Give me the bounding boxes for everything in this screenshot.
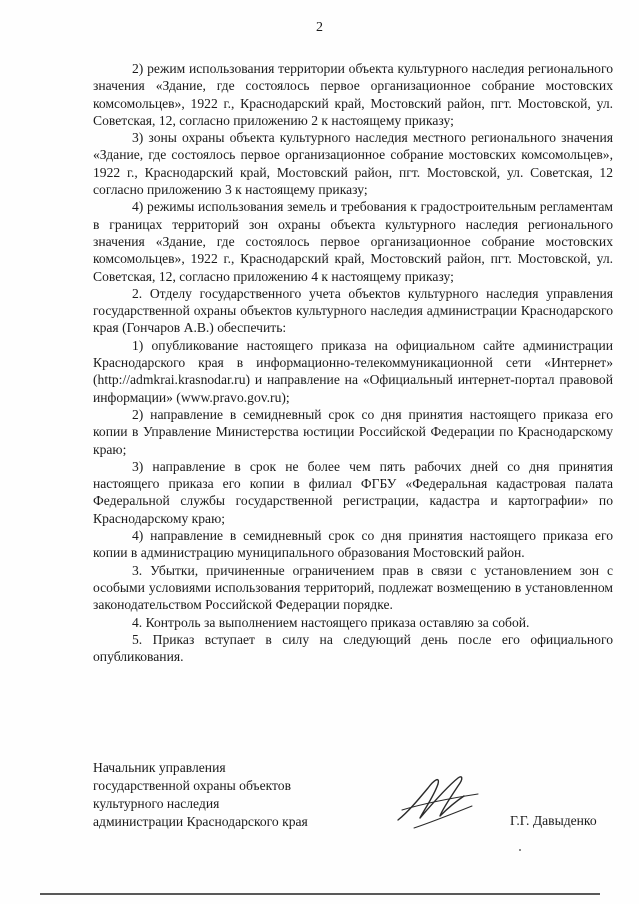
paragraph-item-3-zones: 3) зоны охраны объекта культурного наследия местного регионального значения «Здание, где состоялось первое организационное собрание мостовских комсомольцев», 1922 г., Краснодарский край, Мостовский район, пгт. Мостовской, ул. Советская, 12 согласно приложению 3 к настоящему приказу; [93, 130, 613, 198]
signatory-title-block [93, 759, 393, 831]
paragraph-item-2-regime: 2) режим использования территории объекта культурного наследия регионального значения «Здание, где состоялось первое организационное собрание мостовских комсомольцев», 1922 г., Краснодарский край, Мостовский район, пгт. Мостовской, ул. Советская, 12, согласно приложению 2 к настоящему приказу; [93, 61, 613, 128]
paragraph-section-3-losses: 3. Убытки, причиненные ограничением прав в связи с установлением зон с особыми условиями использования территорий, подлежат возмещению в установленном законодательством Российской Федерации порядке. [93, 562, 613, 613]
page-bottom-edge-line [40, 893, 600, 895]
signatory-title-line: государственной охраны объектов [93, 778, 292, 793]
signatory-name: Г.Г. Давыденко [510, 813, 597, 828]
paragraph-section-4-control: 4. Контроль за выполнением настоящего приказа оставляю за собой. [132, 614, 530, 630]
signatory-title-line: Начальник управления [93, 760, 226, 775]
paragraph-subitem-4-municipality: 4) направление в семидневный срок со дня принятия настоящего приказа его копии в администрацию муниципального образования Мостовский район. [93, 528, 613, 561]
scan-speck [519, 849, 521, 851]
document-body [93, 60, 613, 665]
paragraph-item-4-land-use: 4) режимы использования земель и требования к градостроительным регламентам в границах территорий зон охраны объекта культурного наследия регионального значения «Здание, где состоялось первое организационное собрание мостовских комсомольцев», 1922 г., Краснодарский край, Мостовский район, пгт. Мостовской, ул. Советская, 12, согласно приложению 4 к настоящему приказу; [93, 199, 613, 284]
page-number: 2 [316, 20, 323, 35]
handwritten-signature [392, 770, 482, 832]
paragraph-section-2: 2. Отделу государственного учета объектов культурного наследия управления государственной охраны объектов культурного наследия администрации Краснодарского края (Гончаров А.В.) обеспечить: [93, 285, 613, 336]
paragraph-subitem-3-cadastre: 3) направление в срок не более чем пять рабочих дней со дня принятия настоящего приказа его копии в филиал ФГБУ «Федеральная кадастровая палата Федеральной службы государственной регистрации, кадастра и картографии» по Краснодарскому краю; [93, 458, 613, 526]
paragraph-subitem-1-publication: 1) опубликование настоящего приказа на официальном сайте администрации Краснодарского края в информационно-телекоммуникационной сети «Интернет» (http://admkrai.krasnodar.ru) и направление на «Официальный интернет-портал правовой информации» (www.pravo.gov.ru); [93, 337, 613, 405]
paragraph-section-5-effect: 5. Приказ вступает в силу на следующий день после его официального опубликования. [93, 631, 613, 665]
signatory-title-line: культурного наследия [93, 796, 220, 811]
signatory-title-line: администрации Краснодарского края [93, 814, 308, 829]
paragraph-subitem-2-ministry: 2) направление в семидневный срок со дня принятия настоящего приказа его копии в Управление Министерства юстиции Российской Федерации по Краснодарскому краю; [93, 406, 613, 457]
